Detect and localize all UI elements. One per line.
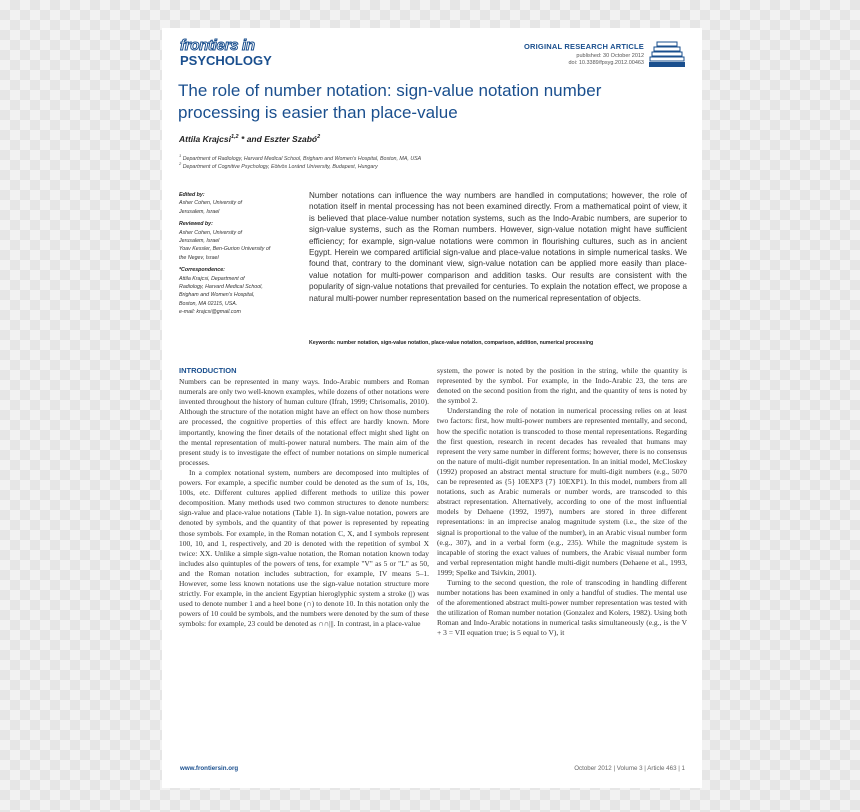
keywords-label: Keywords: — [309, 340, 336, 346]
affiliation-2-text: Department of Cognitive Psychology, Eötvös Loránd University, Budapest, Hungary — [182, 163, 378, 170]
logo-line-1: frontiers in — [180, 37, 255, 54]
corresponding-mark: * — [241, 134, 245, 144]
reviewed-by-line: Jerusalem, Israel — [179, 238, 220, 245]
publication-info — [568, 53, 644, 67]
building-stack-icon — [649, 40, 685, 68]
author-conjunction: and — [246, 134, 262, 144]
article-type: ORIGINAL RESEARCH ARTICLE — [523, 42, 644, 51]
published-date: published: 30 October 2012 — [576, 53, 644, 59]
doi: doi: 10.3389/fpsyg.2012.00463 — [568, 60, 644, 66]
body-paragraph: In a complex notational system, numbers are decomposed into multiples of powers. For example, a specific number could be denoted as the sum of 1s, 10s, 100s, etc. Different cultures applied different methods to utilize this power decomposition. Many methods used two common structures to denote numbers: sign-value and place-value notations (Table 1). In sign-value notation, powers are denoted by symbols, and the quantity of that power is represented by repeating those symbols. For example, in the Roman notation C, X, and I symbols represent 100, 10, and 1, respectively, and 20 is denoted with the repetition of symbol X twice: XX. Unlike a simple sign-value notation, the Roman notation known today includes also quintuples of the powers of tens, for example "V" as 5 or "L" as 50, and the Roman notation includes subtraction, for example, IV means 5–1. However, some less known notations use the sign-value notation structure more strictly. For example, in the ancient Egyptian hieroglyphic system a stroke (|) was used to denote number 1 and a heel bone (∩) to denote 10. In this notation only the powers of 10 could be symbols, and the numbers were denoted by the sum of these symbols: for example, 23 could be denoted as ∩∩|||. In contrast, in a place-value — [179, 467, 429, 629]
abstract: Number notations can influence the way numbers are handled in computations; however, the role of notation itself in mental processing has not been examined directly. From a mathematical point of view, it is believed that place-value number notation systems, such as the Indo-Arabic numbers, are superior to sign-value systems, such as the Roman numbers. However, sign-value notation might have sufficient efficiency; for example, sign-value notations were common in flourishing cultures, such as in ancient Egypt. Herein we compared artificial sign-value and place-value notations in simple numerical tasks. We found that, contrary to the dominant view, sign-value notation can be applied more easily than place-value notation for multi-power comparison and addition tasks. Our results are consistent with the popularity of sign-value notations that prevailed for centuries. To explain the notation effect, we propose a natural multi-power number representation based on the numerical representation of objects. — [309, 191, 687, 303]
correspondence-email: e-mail: krajcsi@gmail.com — [179, 309, 241, 316]
affiliation-2-num: 2 — [179, 161, 182, 166]
footer-url[interactable]: www.frontiersin.org — [180, 765, 239, 772]
body-column-right — [437, 366, 687, 639]
author-1-affil: 1,2 — [230, 134, 239, 141]
reviewed-by-line: Yoav Kessler, Ben-Gurion University of — [179, 246, 271, 253]
keywords — [309, 340, 689, 346]
author-2: Eszter Szabó — [264, 134, 318, 144]
reviewed-by-heading: Reviewed by: — [179, 221, 213, 228]
body-paragraph: system, the power is noted by the position in the string, while the quantity is represented by the symbol. For example, in the Indo-Arabic 23, the tens are denoted on the second position from the right, and the quantity of tens is noted by the symbol 2. — [437, 366, 687, 406]
correspondence-line: Attila Krajcsi, Department of — [179, 275, 245, 282]
correspondence-heading: *Correspondence: — [179, 267, 225, 274]
reviewed-by-line: Asher Cohen, University of — [179, 229, 243, 236]
correspondence-line: Radiology, Harvard Medical School, — [179, 284, 263, 291]
logo-line-2: PSYCHOLOGY — [180, 53, 272, 68]
affiliation-1-num: 1 — [179, 153, 182, 158]
edited-by-line: Asher Cohen, University of — [179, 200, 243, 207]
editor-sidebar — [179, 191, 299, 317]
journal-logo — [180, 38, 272, 67]
body-paragraph: Understanding the role of notation in numerical processing relies on at least two factors: first, how multi-power numbers are represented mentally, and second, how the specific notation is transcoded to those mental representations. Regarding the first question, research in recent decades has revealed that humans may represent the very same number in different forms; however, there is no consensus on the nature of multi-digit number representation. In an initial model, McCloskey (1992) proposed an abstract mental structure for multi-digit numbers (e.g., 5070 can be represented as {5} 10EXP3 {7} 10EXP1). In this model, numbers from all notations, such as Arabic numerals or number words, are transcoded to this abstract representation. Alternatively, according to one of the most influential models by Dehaene (1992, 1997), numbers are stored in three different representations: in an imprecise analog magnitude system (i.e., the size of the signal is proportional to the value of the number), in an Arabic visual number form (e.g., 307), and in a verbal form (e.g., 235). While the magnitude system is incapable of storing the exact values of numbers, the Arabic visual number form and verbal representation might handle multi-digit numbers (Dehaene et al., 1993, 1999; Spelke and Tsivkin, 2001). — [437, 406, 687, 577]
affiliation-1-text: Department of Radiology, Harvard Medical School, Brigham and Women's Hospital, Boston, MA, USA — [182, 155, 422, 162]
author-2-affil: 2 — [317, 134, 321, 141]
author-1: Attila Krajcsi — [179, 134, 231, 144]
body-column-left — [179, 366, 429, 629]
reviewed-by-line: the Negev, Israel — [179, 254, 219, 261]
body-paragraph: Numbers can be represented in many ways. Indo-Arabic numbers and Roman numerals are only two well-known examples, while dozens of other notations were invented throughout the history of human culture (Ifrah, 1999; Chrisomalis, 2010). Although the structure of the notation might have an effect on how those numbers are processed, the cognitive properties of this effect are hardly known. More importantly, knowing the finer details of the notational effect might shed light on the mental representation of multi-power natural numbers. The main aim of the present study is to investigate the effect of number notations on simple numerical processes. — [179, 377, 429, 467]
affiliation-2 — [179, 161, 378, 170]
section-heading: INTRODUCTION — [179, 366, 237, 375]
edited-by-line: Jerusalem, Israel — [179, 208, 220, 215]
correspondence-line: Boston, MA 02115, USA. — [179, 300, 238, 307]
footer-info: October 2012 | Volume 3 | Article 463 | 1 — [574, 765, 685, 772]
keywords-text: number notation, sign-value notation, place-value notation, comparison, addition, numerical processing — [336, 340, 594, 346]
author-line — [179, 134, 320, 144]
edited-by-heading: Edited by: — [179, 192, 205, 198]
correspondence-line: Brigham and Women's Hospital, — [179, 292, 255, 299]
body-paragraph: Turning to the second question, the role of transcoding in handling different number notations has been examined in only a handful of studies. The mental use of the aforementioned abstract multi-power number representation was tested with the utilization of Roman number notation (Gonzalez and Kolers, 1982). Using both Roman and Indo-Arabic notations in numerical tasks simultaneously (e.g., is the V + 3 = VII equation true; is 5 equal to V), it — [437, 577, 687, 638]
paper-title: The role of number notation: sign-value notation number processing is easier than place-value — [178, 81, 602, 122]
